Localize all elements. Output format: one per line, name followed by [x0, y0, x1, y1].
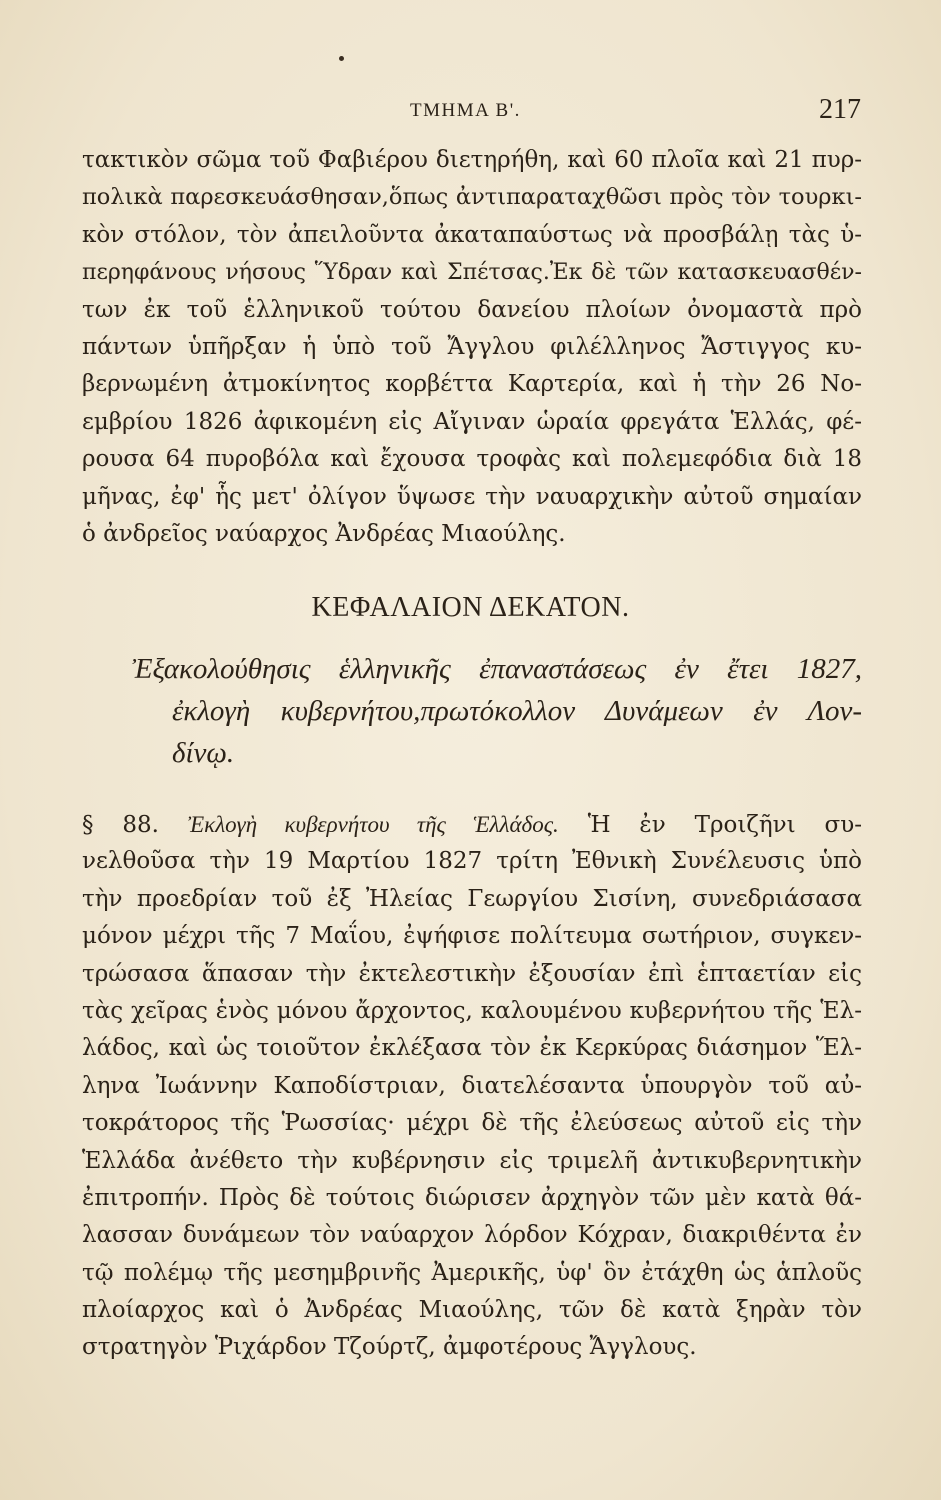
- text-line: πάντων ὑπῆρξαν ἡ ὑπὸ τοῦ Ἄγγλου φιλέλληνος Ἄστιγγος κυ-: [82, 333, 862, 360]
- chapter-summary: [132, 648, 862, 774]
- text-line: στρατηγὸν Ῥιχάρδον Τζούρτζ, ἀμφοτέρους Ἄγγλους.: [82, 1334, 697, 1361]
- text-line: τὰς χεῖρας ἑνὸς μόνου ἄρχοντος, καλουμένου κυβερνήτου τῆς Ἑλ-: [82, 997, 862, 1024]
- running-head: [0, 94, 941, 134]
- text-line: τοκράτορος τῆς Ῥωσσίας· μέχρι δὲ τῆς ἐλεύσεως αὐτοῦ εἰς τὴν: [82, 1110, 862, 1137]
- section-first-line-text: Ἡ ἐν Τροιζῆνι συ-: [587, 812, 862, 838]
- text-line: ρουσα 64 πυροβόλα καὶ ἔχουσα τροφὰς καὶ πολεμεφόδια διὰ 18: [82, 446, 862, 473]
- text-line: κὸν στόλον, τὸν ἀπειλοῦντα ἀκαταπαύστως νὰ προσβάλῃ τὰς ὑ-: [82, 221, 862, 248]
- text-line: μόνον μέχρι τῆς 7 Μαΐου, ἐψήφισε πολίτευμα σωτήριον, συγκεν-: [82, 923, 862, 950]
- section-title: Ἐκλογὴ κυβερνήτου τῆς Ἑλλάδος.: [187, 812, 559, 837]
- text-line: τρώσασα ἅπασαν τὴν ἐκτελεστικὴν ἐξουσίαν ἐπὶ ἑπταετίαν εἰς: [82, 960, 862, 987]
- text-line: περηφάνους νήσους Ὕδραν καὶ Σπέτσας.Ἐκ δὲ τῶν κατασκευασθέν-: [82, 260, 862, 286]
- text-line: νελθοῦσα τὴν 19 Μαρτίου 1827 τρίτη Ἐθνικὴ Συνέλευσις ὑπὸ: [82, 848, 862, 875]
- text-line: εμβρίου 1826 ἀφικομένη εἰς Αἴγιναν ὡραία φρεγάτα Ἑλλάς, φέ-: [82, 408, 862, 435]
- text-line: ἐπιτροπήν. Πρὸς δὲ τούτοις διώρισεν ἀρχηγὸν τῶν μὲν κατὰ θά-: [82, 1184, 862, 1211]
- text-line: Ἑλλάδα ἀνέθετο τὴν κυβέρνησιν εἰς τριμελῆ ἀντικυβερνητικὴν: [82, 1147, 862, 1174]
- summary-line: Ἐξακολούθησις ἑλληνικῆς ἐπαναστάσεως ἐν ἔτει 1827,: [132, 653, 862, 685]
- text-line: λάδος, καὶ ὡς τοιοῦτον ἐκλέξασα τὸν ἐκ Κερκύρας διάσημον Ἕλ-: [82, 1035, 862, 1062]
- text-line: τὴν προεδρίαν τοῦ ἐξ Ἠλείας Γεωργίου Σισίνη, συνεδριάσασα: [82, 885, 862, 912]
- paragraph-continued: [82, 142, 862, 553]
- section-mark: § 88.: [82, 812, 159, 838]
- text-line: μῆνας, ἐφ' ἧς μετ' ὀλίγον ὕψωσε τὴν ναυαρχικὴν αὐτοῦ σημαίαν: [82, 483, 862, 510]
- text-line: βερνωμένη ἀτμοκίνητος κορβέττα Καρτερία, καὶ ἡ τὴν 26 Νο-: [82, 371, 862, 398]
- text-line: ὁ ἀνδρεῖος ναύαρχος Ἀνδρέας Μιαούλης.: [82, 520, 566, 547]
- text-line: τῷ πολέμῳ τῆς μεσημβρινῆς Ἀμερικῆς, ὑφ' ὃν ἐτάχθη ὡς ἁπλοῦς: [82, 1259, 862, 1286]
- summary-line: ἐκλογὴ κυβερνήτου,πρωτόκολλον Δυνάμεων ἐν Λον-: [172, 695, 862, 727]
- summary-line: δίνῳ.: [172, 737, 235, 769]
- chapter-heading: ΚΕΦΑΛΑΙΟΝ ΔΕΚΑΤΟΝ.: [311, 592, 630, 623]
- section-first-line: [82, 806, 862, 843]
- text-line: λασσαν δυνάμεων τὸν ναύαρχον λόρδον Κόχραν, διακριθέντα ἐν: [82, 1222, 862, 1249]
- text-line: τακτικὸν σῶμα τοῦ Φαβιέρου διετηρήθη, καὶ 60 πλοῖα καὶ 21 πυρ-: [82, 147, 862, 173]
- text-line: ληνα Ἰωάννην Καποδίστριαν, διατελέσαντα ὑπουργὸν τοῦ αὐ-: [82, 1072, 862, 1099]
- page-number: 217: [819, 94, 861, 125]
- ink-speck: [339, 56, 344, 61]
- text-line: των ἐκ τοῦ ἑλληνικοῦ τούτου δανείου πλοίων ὀνομαστὰ πρὸ: [82, 296, 862, 323]
- text-line: πλοίαρχος καὶ ὁ Ἀνδρέας Μιαούλης, τῶν δὲ κατὰ ξηρὰν τὸν: [82, 1297, 862, 1324]
- text-line: πολικὰ παρεσκευάσθησαν,ὅπως ἀντιπαραταχθῶσι πρὸς τὸν τουρκι-: [82, 184, 862, 211]
- running-title: ΤΜΗΜΑ Β'.: [410, 100, 521, 121]
- section-88-paragraph: [82, 806, 862, 1367]
